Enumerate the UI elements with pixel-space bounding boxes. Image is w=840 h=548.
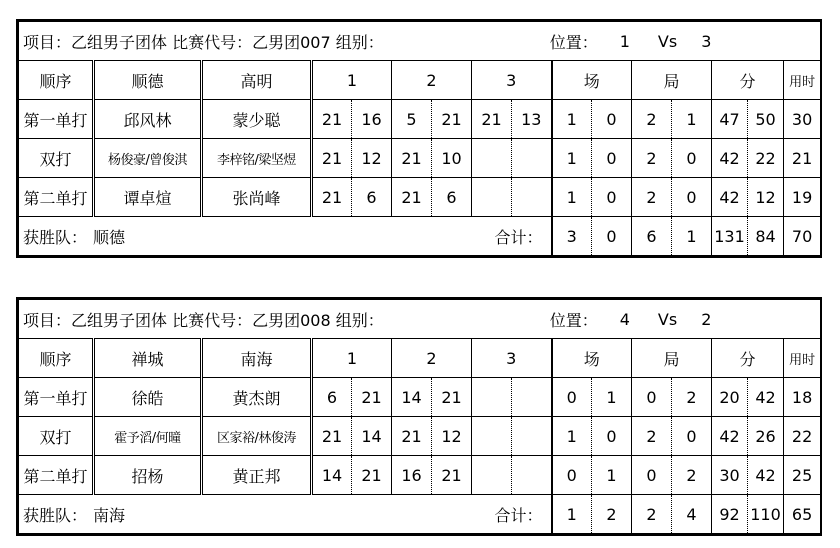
points-a: 47 bbox=[712, 100, 748, 139]
position-label: 位置： bbox=[549, 32, 598, 52]
points-a: 42 bbox=[712, 178, 748, 217]
position-b: 3 bbox=[701, 31, 712, 51]
time-cell: 18 bbox=[784, 378, 821, 417]
total-points-a: 92 bbox=[712, 495, 748, 534]
player-a: 谭卓煊 bbox=[94, 178, 202, 217]
vs-text: Vs bbox=[657, 309, 678, 329]
matches-b: 1 bbox=[592, 378, 632, 417]
position-a: 4 bbox=[619, 309, 630, 329]
game2-b: 10 bbox=[432, 139, 472, 178]
order-cell: 第一单打 bbox=[19, 100, 94, 139]
game1-a: 21 bbox=[312, 100, 352, 139]
table-row bbox=[19, 100, 821, 139]
game2-a: 16 bbox=[392, 456, 432, 495]
team-b-name: 南海 bbox=[202, 339, 312, 378]
game1-a: 21 bbox=[312, 417, 352, 456]
game3-a bbox=[472, 417, 512, 456]
time-cell: 30 bbox=[784, 100, 821, 139]
player-b: 蒙少聪 bbox=[202, 100, 312, 139]
matches-a: 0 bbox=[552, 378, 592, 417]
project-text: 项目：乙组男子团体 比赛代号：乙男团007 组别： bbox=[23, 32, 384, 52]
game1-b: 14 bbox=[352, 417, 392, 456]
total-matches-a: 1 bbox=[552, 495, 592, 534]
matches-a: 1 bbox=[552, 178, 592, 217]
games-b: 2 bbox=[672, 378, 712, 417]
header-row bbox=[19, 61, 821, 100]
game-1-header: 1 bbox=[312, 339, 392, 378]
player-a: 徐皓 bbox=[94, 378, 202, 417]
player-b: 区家裕/林俊涛 bbox=[202, 417, 312, 456]
matches-b: 0 bbox=[592, 178, 632, 217]
game1-b: 21 bbox=[352, 456, 392, 495]
total-games-b: 4 bbox=[672, 495, 712, 534]
total-games-a: 6 bbox=[632, 217, 672, 256]
player-b: 李梓铭/梁坚煜 bbox=[202, 139, 312, 178]
player-b: 张尚峰 bbox=[202, 178, 312, 217]
game3-a: 21 bbox=[472, 100, 512, 139]
matches-header: 场 bbox=[552, 339, 632, 378]
points-a: 20 bbox=[712, 378, 748, 417]
match-info-row bbox=[19, 300, 821, 339]
total-row bbox=[19, 217, 821, 256]
games-a: 2 bbox=[632, 178, 672, 217]
games-a: 2 bbox=[632, 417, 672, 456]
game-2-header: 2 bbox=[392, 339, 472, 378]
matches-b: 0 bbox=[592, 100, 632, 139]
total-points-b: 110 bbox=[748, 495, 784, 534]
total-points-a: 131 bbox=[712, 217, 748, 256]
winner-label: 获胜队： bbox=[23, 505, 88, 525]
game1-a: 21 bbox=[312, 178, 352, 217]
table-row bbox=[19, 139, 821, 178]
time-cell: 25 bbox=[784, 456, 821, 495]
score-sheet-1 bbox=[16, 19, 822, 258]
project-text: 项目：乙组男子团体 比赛代号：乙男团008 组别： bbox=[23, 310, 384, 330]
table-row bbox=[19, 178, 821, 217]
points-b: 42 bbox=[748, 378, 784, 417]
time-header: 用时 bbox=[784, 61, 821, 100]
games-a: 2 bbox=[632, 139, 672, 178]
game2-a: 21 bbox=[392, 417, 432, 456]
time-cell: 22 bbox=[784, 417, 821, 456]
total-games-b: 1 bbox=[672, 217, 712, 256]
points-header: 分 bbox=[712, 339, 784, 378]
order-cell: 第二单打 bbox=[19, 456, 94, 495]
total-games-a: 2 bbox=[632, 495, 672, 534]
games-a: 0 bbox=[632, 378, 672, 417]
winner-team: 南海 bbox=[93, 505, 126, 525]
table-row bbox=[19, 456, 821, 495]
points-a: 42 bbox=[712, 139, 748, 178]
total-label: 合计： bbox=[494, 227, 543, 247]
game2-b: 21 bbox=[432, 456, 472, 495]
position-b: 2 bbox=[701, 309, 712, 329]
match-info-row bbox=[19, 22, 821, 61]
order-cell: 双打 bbox=[19, 139, 94, 178]
game1-a: 6 bbox=[312, 378, 352, 417]
game3-b: 13 bbox=[512, 100, 552, 139]
game-3-header: 3 bbox=[472, 61, 552, 100]
total-time: 70 bbox=[784, 217, 821, 256]
order-cell: 第二单打 bbox=[19, 178, 94, 217]
position-label: 位置： bbox=[549, 310, 598, 330]
game2-b: 12 bbox=[432, 417, 472, 456]
score-table-1 bbox=[18, 21, 821, 256]
total-matches-b: 2 bbox=[592, 495, 632, 534]
team-a-name: 顺德 bbox=[94, 61, 202, 100]
games-b: 0 bbox=[672, 417, 712, 456]
position-a: 1 bbox=[619, 31, 630, 51]
game2-a: 5 bbox=[392, 100, 432, 139]
player-a: 招杨 bbox=[94, 456, 202, 495]
points-a: 42 bbox=[712, 417, 748, 456]
player-a: 杨俊豪/曾俊淇 bbox=[94, 139, 202, 178]
time-cell: 21 bbox=[784, 139, 821, 178]
points-b: 26 bbox=[748, 417, 784, 456]
player-b: 黄杰朗 bbox=[202, 378, 312, 417]
games-b: 0 bbox=[672, 139, 712, 178]
team-b-name: 高明 bbox=[202, 61, 312, 100]
game3-a bbox=[472, 456, 512, 495]
game2-a: 21 bbox=[392, 139, 432, 178]
matches-b: 0 bbox=[592, 417, 632, 456]
points-b: 12 bbox=[748, 178, 784, 217]
table-row bbox=[19, 378, 821, 417]
points-b: 50 bbox=[748, 100, 784, 139]
vs-text: Vs bbox=[657, 31, 678, 51]
game1-b: 16 bbox=[352, 100, 392, 139]
matches-b: 0 bbox=[592, 139, 632, 178]
total-row bbox=[19, 495, 821, 534]
game3-b bbox=[512, 139, 552, 178]
games-a: 2 bbox=[632, 100, 672, 139]
game-1-header: 1 bbox=[312, 61, 392, 100]
score-sheet-2 bbox=[16, 297, 822, 536]
header-row bbox=[19, 339, 821, 378]
winner-label: 获胜队： bbox=[23, 227, 88, 247]
game2-a: 21 bbox=[392, 178, 432, 217]
games-a: 0 bbox=[632, 456, 672, 495]
time-cell: 19 bbox=[784, 178, 821, 217]
matches-a: 1 bbox=[552, 100, 592, 139]
points-b: 42 bbox=[748, 456, 784, 495]
game1-a: 14 bbox=[312, 456, 352, 495]
points-b: 22 bbox=[748, 139, 784, 178]
points-a: 30 bbox=[712, 456, 748, 495]
player-a: 邱风林 bbox=[94, 100, 202, 139]
player-b: 黄正邦 bbox=[202, 456, 312, 495]
total-time: 65 bbox=[784, 495, 821, 534]
points-header: 分 bbox=[712, 61, 784, 100]
game2-b: 21 bbox=[432, 100, 472, 139]
game1-b: 6 bbox=[352, 178, 392, 217]
game3-a bbox=[472, 378, 512, 417]
game3-a bbox=[472, 139, 512, 178]
order-cell: 双打 bbox=[19, 417, 94, 456]
player-a: 霍予滔/何曈 bbox=[94, 417, 202, 456]
game3-b bbox=[512, 378, 552, 417]
total-points-b: 84 bbox=[748, 217, 784, 256]
game2-b: 21 bbox=[432, 378, 472, 417]
game1-b: 21 bbox=[352, 378, 392, 417]
games-header: 局 bbox=[632, 339, 712, 378]
matches-a: 0 bbox=[552, 456, 592, 495]
total-label: 合计： bbox=[494, 505, 543, 525]
game1-a: 21 bbox=[312, 139, 352, 178]
order-header: 顺序 bbox=[19, 61, 94, 100]
order-header: 顺序 bbox=[19, 339, 94, 378]
game1-b: 12 bbox=[352, 139, 392, 178]
total-matches-b: 0 bbox=[592, 217, 632, 256]
game3-a bbox=[472, 178, 512, 217]
game-2-header: 2 bbox=[392, 61, 472, 100]
team-a-name: 禅城 bbox=[94, 339, 202, 378]
game3-b bbox=[512, 178, 552, 217]
games-b: 0 bbox=[672, 178, 712, 217]
game3-b bbox=[512, 417, 552, 456]
game-3-header: 3 bbox=[472, 339, 552, 378]
game2-a: 14 bbox=[392, 378, 432, 417]
winner-team: 顺德 bbox=[93, 227, 126, 247]
matches-a: 1 bbox=[552, 139, 592, 178]
total-matches-a: 3 bbox=[552, 217, 592, 256]
game2-b: 6 bbox=[432, 178, 472, 217]
game3-b bbox=[512, 456, 552, 495]
time-header: 用时 bbox=[784, 339, 821, 378]
matches-header: 场 bbox=[552, 61, 632, 100]
score-table-2 bbox=[18, 299, 821, 534]
matches-a: 1 bbox=[552, 417, 592, 456]
table-row bbox=[19, 417, 821, 456]
order-cell: 第一单打 bbox=[19, 378, 94, 417]
matches-b: 1 bbox=[592, 456, 632, 495]
games-b: 1 bbox=[672, 100, 712, 139]
games-header: 局 bbox=[632, 61, 712, 100]
games-b: 2 bbox=[672, 456, 712, 495]
